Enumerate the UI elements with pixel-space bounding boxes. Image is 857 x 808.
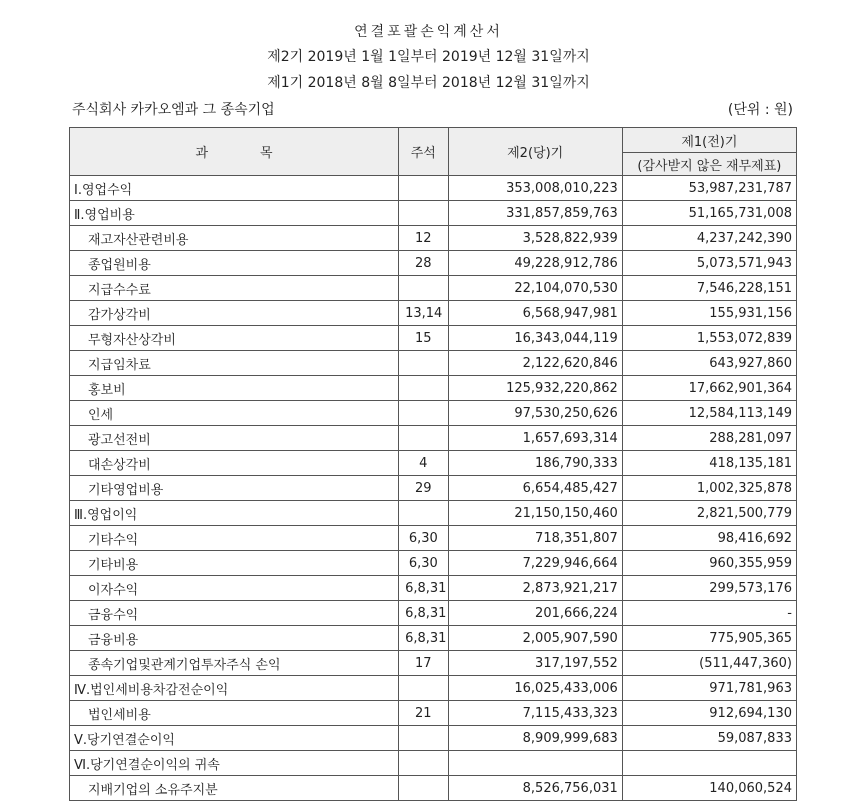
table-row: [70, 701, 797, 726]
row-prior-amount: 98,416,692: [622, 526, 796, 551]
row-item-name: 지배기업의 소유주지분: [70, 776, 399, 801]
row-current-amount: 22,104,070,530: [448, 276, 622, 301]
row-note: 6,30: [399, 526, 448, 551]
row-item-name: 종업원비용: [70, 251, 399, 276]
table-row: [70, 576, 797, 601]
row-note: [399, 726, 448, 751]
row-current-amount: 16,343,044,119: [448, 326, 622, 351]
row-prior-amount: 4,237,242,390: [622, 226, 796, 251]
row-current-amount: 186,790,333: [448, 451, 622, 476]
row-prior-amount: [622, 751, 796, 776]
table-row: [70, 426, 797, 451]
row-item-name: 법인세비용: [70, 701, 399, 726]
row-prior-amount: 960,355,959: [622, 551, 796, 576]
header-prior-period: 제1(전)기: [622, 128, 796, 153]
row-note: [399, 776, 448, 801]
row-current-amount: 353,008,010,223: [448, 176, 622, 201]
table-row: [70, 226, 797, 251]
row-item-name: 기타비용: [70, 551, 399, 576]
header-note: 주석: [399, 128, 448, 176]
income-statement-table: [69, 127, 797, 801]
row-item-name: 재고자산관련비용: [70, 226, 399, 251]
table-row: [70, 326, 797, 351]
row-current-amount: 317,197,552: [448, 651, 622, 676]
row-item-name: 광고선전비: [70, 426, 399, 451]
row-prior-amount: 971,781,963: [622, 676, 796, 701]
row-current-amount: 21,150,150,460: [448, 501, 622, 526]
row-current-amount: 201,666,224: [448, 601, 622, 626]
row-prior-amount: 53,987,231,787: [622, 176, 796, 201]
row-note: [399, 501, 448, 526]
row-current-amount: 2,873,921,217: [448, 576, 622, 601]
row-current-amount: 7,229,946,664: [448, 551, 622, 576]
table-row: [70, 551, 797, 576]
row-note: 29: [399, 476, 448, 501]
row-current-amount: 7,115,433,323: [448, 701, 622, 726]
row-current-amount: 8,526,756,031: [448, 776, 622, 801]
row-note: [399, 401, 448, 426]
row-note: [399, 751, 448, 776]
table-row: [70, 751, 797, 776]
header-prior-unaudited: (감사받지 않은 재무제표): [622, 153, 796, 176]
company-name: 주식회사 카카오엠과 그 종속기업: [72, 102, 275, 118]
table-row: [70, 376, 797, 401]
row-note: 17: [399, 651, 448, 676]
row-note: [399, 276, 448, 301]
row-prior-amount: 155,931,156: [622, 301, 796, 326]
row-prior-amount: (511,447,360): [622, 651, 796, 676]
row-prior-amount: -: [622, 601, 796, 626]
table-row: [70, 351, 797, 376]
row-item-name: 무형자산상각비: [70, 326, 399, 351]
row-note: 13,14: [399, 301, 448, 326]
row-current-amount: 2,122,620,846: [448, 351, 622, 376]
row-current-amount: 6,654,485,427: [448, 476, 622, 501]
statement-title: 연결포괄손익계산서: [354, 24, 503, 40]
row-item-name: 기타영업비용: [70, 476, 399, 501]
row-note: [399, 376, 448, 401]
table-row: [70, 451, 797, 476]
row-current-amount: 3,528,822,939: [448, 226, 622, 251]
row-item-name: Ⅲ.영업이익: [70, 501, 399, 526]
row-item-name: 금융수익: [70, 601, 399, 626]
table-row: [70, 526, 797, 551]
row-prior-amount: 140,060,524: [622, 776, 796, 801]
row-prior-amount: 5,073,571,943: [622, 251, 796, 276]
table-row: [70, 301, 797, 326]
row-note: [399, 426, 448, 451]
row-prior-amount: 288,281,097: [622, 426, 796, 451]
row-item-name: 대손상각비: [70, 451, 399, 476]
row-prior-amount: 775,905,365: [622, 626, 796, 651]
row-prior-amount: 1,553,072,839: [622, 326, 796, 351]
row-current-amount: 49,228,912,786: [448, 251, 622, 276]
table-row: [70, 676, 797, 701]
row-prior-amount: 912,694,130: [622, 701, 796, 726]
row-note: 6,8,31: [399, 626, 448, 651]
row-note: [399, 201, 448, 226]
row-item-name: 감가상각비: [70, 301, 399, 326]
row-item-name: 종속기업및관계기업투자주식 손익: [70, 651, 399, 676]
row-item-name: Ⅱ.영업비용: [70, 201, 399, 226]
row-current-amount: 8,909,999,683: [448, 726, 622, 751]
row-note: 6,30: [399, 551, 448, 576]
period-prior: 제1기 2018년 8월 8일부터 2018년 12월 31일까지: [267, 75, 590, 91]
row-current-amount: 97,530,250,626: [448, 401, 622, 426]
row-current-amount: 331,857,859,763: [448, 201, 622, 226]
row-note: 6,8,31: [399, 576, 448, 601]
row-prior-amount: 51,165,731,008: [622, 201, 796, 226]
row-note: 15: [399, 326, 448, 351]
row-prior-amount: 59,087,833: [622, 726, 796, 751]
table-row: [70, 476, 797, 501]
row-item-name: 인세: [70, 401, 399, 426]
row-item-name: 기타수익: [70, 526, 399, 551]
row-item-name: Ⅳ.법인세비용차감전순이익: [70, 676, 399, 701]
row-prior-amount: 7,546,228,151: [622, 276, 796, 301]
table-row: [70, 601, 797, 626]
row-note: 28: [399, 251, 448, 276]
row-prior-amount: 17,662,901,364: [622, 376, 796, 401]
row-current-amount: 16,025,433,006: [448, 676, 622, 701]
row-item-name: 지급수수료: [70, 276, 399, 301]
table-row: [70, 776, 797, 801]
row-note: 21: [399, 701, 448, 726]
row-note: [399, 351, 448, 376]
table-row: [70, 176, 797, 201]
row-prior-amount: 1,002,325,878: [622, 476, 796, 501]
period-current: 제2기 2019년 1월 1일부터 2019년 12월 31일까지: [267, 49, 590, 65]
row-prior-amount: 418,135,181: [622, 451, 796, 476]
row-item-name: 홍보비: [70, 376, 399, 401]
row-note: 4: [399, 451, 448, 476]
table-row: [70, 251, 797, 276]
row-item-name: 금융비용: [70, 626, 399, 651]
row-current-amount: 2,005,907,590: [448, 626, 622, 651]
table-row: [70, 201, 797, 226]
header-item: 과 목: [70, 128, 399, 176]
table-row: [70, 651, 797, 676]
row-item-name: Ⅵ.당기연결순이익의 귀속: [70, 751, 399, 776]
row-note: 6,8,31: [399, 601, 448, 626]
row-prior-amount: 2,821,500,779: [622, 501, 796, 526]
table-body: [70, 176, 797, 801]
table-row: [70, 401, 797, 426]
table-row: [70, 276, 797, 301]
table-row: [70, 626, 797, 651]
row-current-amount: 125,932,220,862: [448, 376, 622, 401]
row-prior-amount: 299,573,176: [622, 576, 796, 601]
row-current-amount: 718,351,807: [448, 526, 622, 551]
row-current-amount: [448, 751, 622, 776]
table-row: [70, 501, 797, 526]
table-row: [70, 726, 797, 751]
row-prior-amount: 643,927,860: [622, 351, 796, 376]
row-current-amount: 6,568,947,981: [448, 301, 622, 326]
row-note: [399, 676, 448, 701]
row-item-name: Ⅰ.영업수익: [70, 176, 399, 201]
row-current-amount: 1,657,693,314: [448, 426, 622, 451]
row-prior-amount: 12,584,113,149: [622, 401, 796, 426]
row-note: 12: [399, 226, 448, 251]
row-note: [399, 176, 448, 201]
currency-unit: (단위 : 원): [727, 102, 793, 118]
header-current-period: 제2(당)기: [448, 128, 622, 176]
row-item-name: 이자수익: [70, 576, 399, 601]
row-item-name: 지급임차료: [70, 351, 399, 376]
row-item-name: Ⅴ.당기연결순이익: [70, 726, 399, 751]
